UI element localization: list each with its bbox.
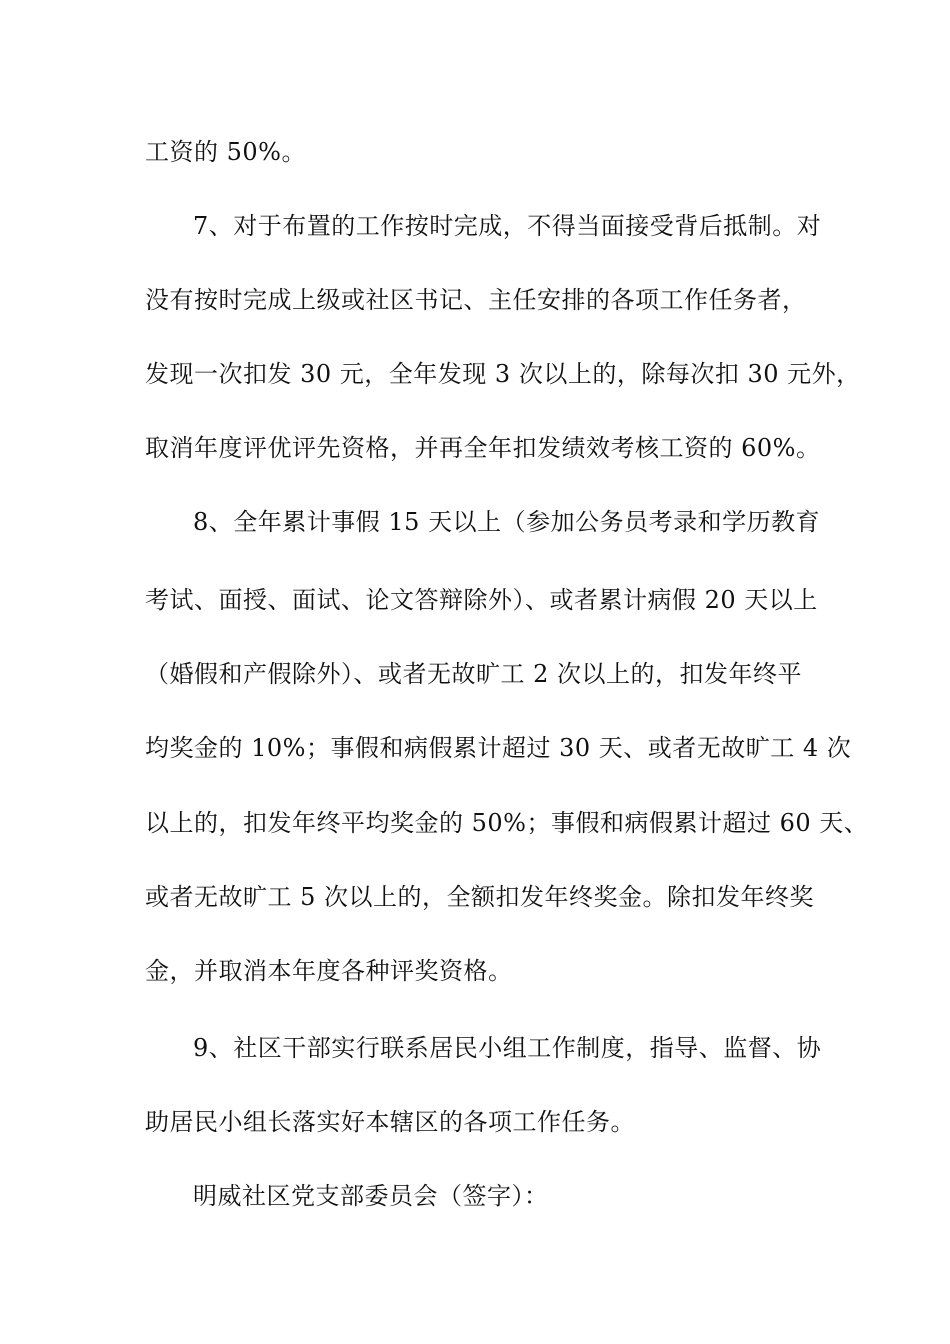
- text-line: 或者无故旷工 5 次以上的，全额扣发年终奖金。除扣发年终奖: [145, 883, 815, 911]
- text-line: 取消年度评优评先资格，并再全年扣发绩效考核工资的 60%。: [145, 434, 821, 462]
- text-line: 金，并取消本年度各种评奖资格。: [145, 957, 513, 985]
- text-line: 均奖金的 10%；事假和病假累计超过 30 天、或者无故旷工 4 次: [145, 734, 852, 762]
- signature-line: 明威社区党支部委员会（签字）：: [193, 1182, 549, 1210]
- text-line: 9、社区干部实行联系居民小组工作制度，指导、监督、协: [193, 1034, 822, 1062]
- text-line: 助居民小组长落实好本辖区的各项工作任务。: [145, 1108, 635, 1136]
- text-line: 没有按时完成上级或社区书记、主任安排的各项工作任务者，: [145, 286, 807, 314]
- text-line: 考试、面授、面试、论文答辩除外）、或者累计病假 20 天以上: [145, 586, 818, 614]
- text-line: 工资的 50%。: [145, 138, 306, 166]
- text-line: 7、对于布置的工作按时完成，不得当面接受背后抵制。对: [193, 212, 822, 240]
- text-line: 8、全年累计事假 15 天以上（参加公务员考录和学历教育: [193, 508, 821, 536]
- text-line: 发现一次扣发 30 元，全年发现 3 次以上的，除每次扣 30 元外，: [145, 360, 861, 388]
- text-line: （婚假和产假除外）、或者无故旷工 2 次以上的，扣发年终平: [145, 660, 803, 688]
- text-line: 以上的，扣发年终平均奖金的 50%；事假和病假累计超过 60 天、: [145, 809, 869, 837]
